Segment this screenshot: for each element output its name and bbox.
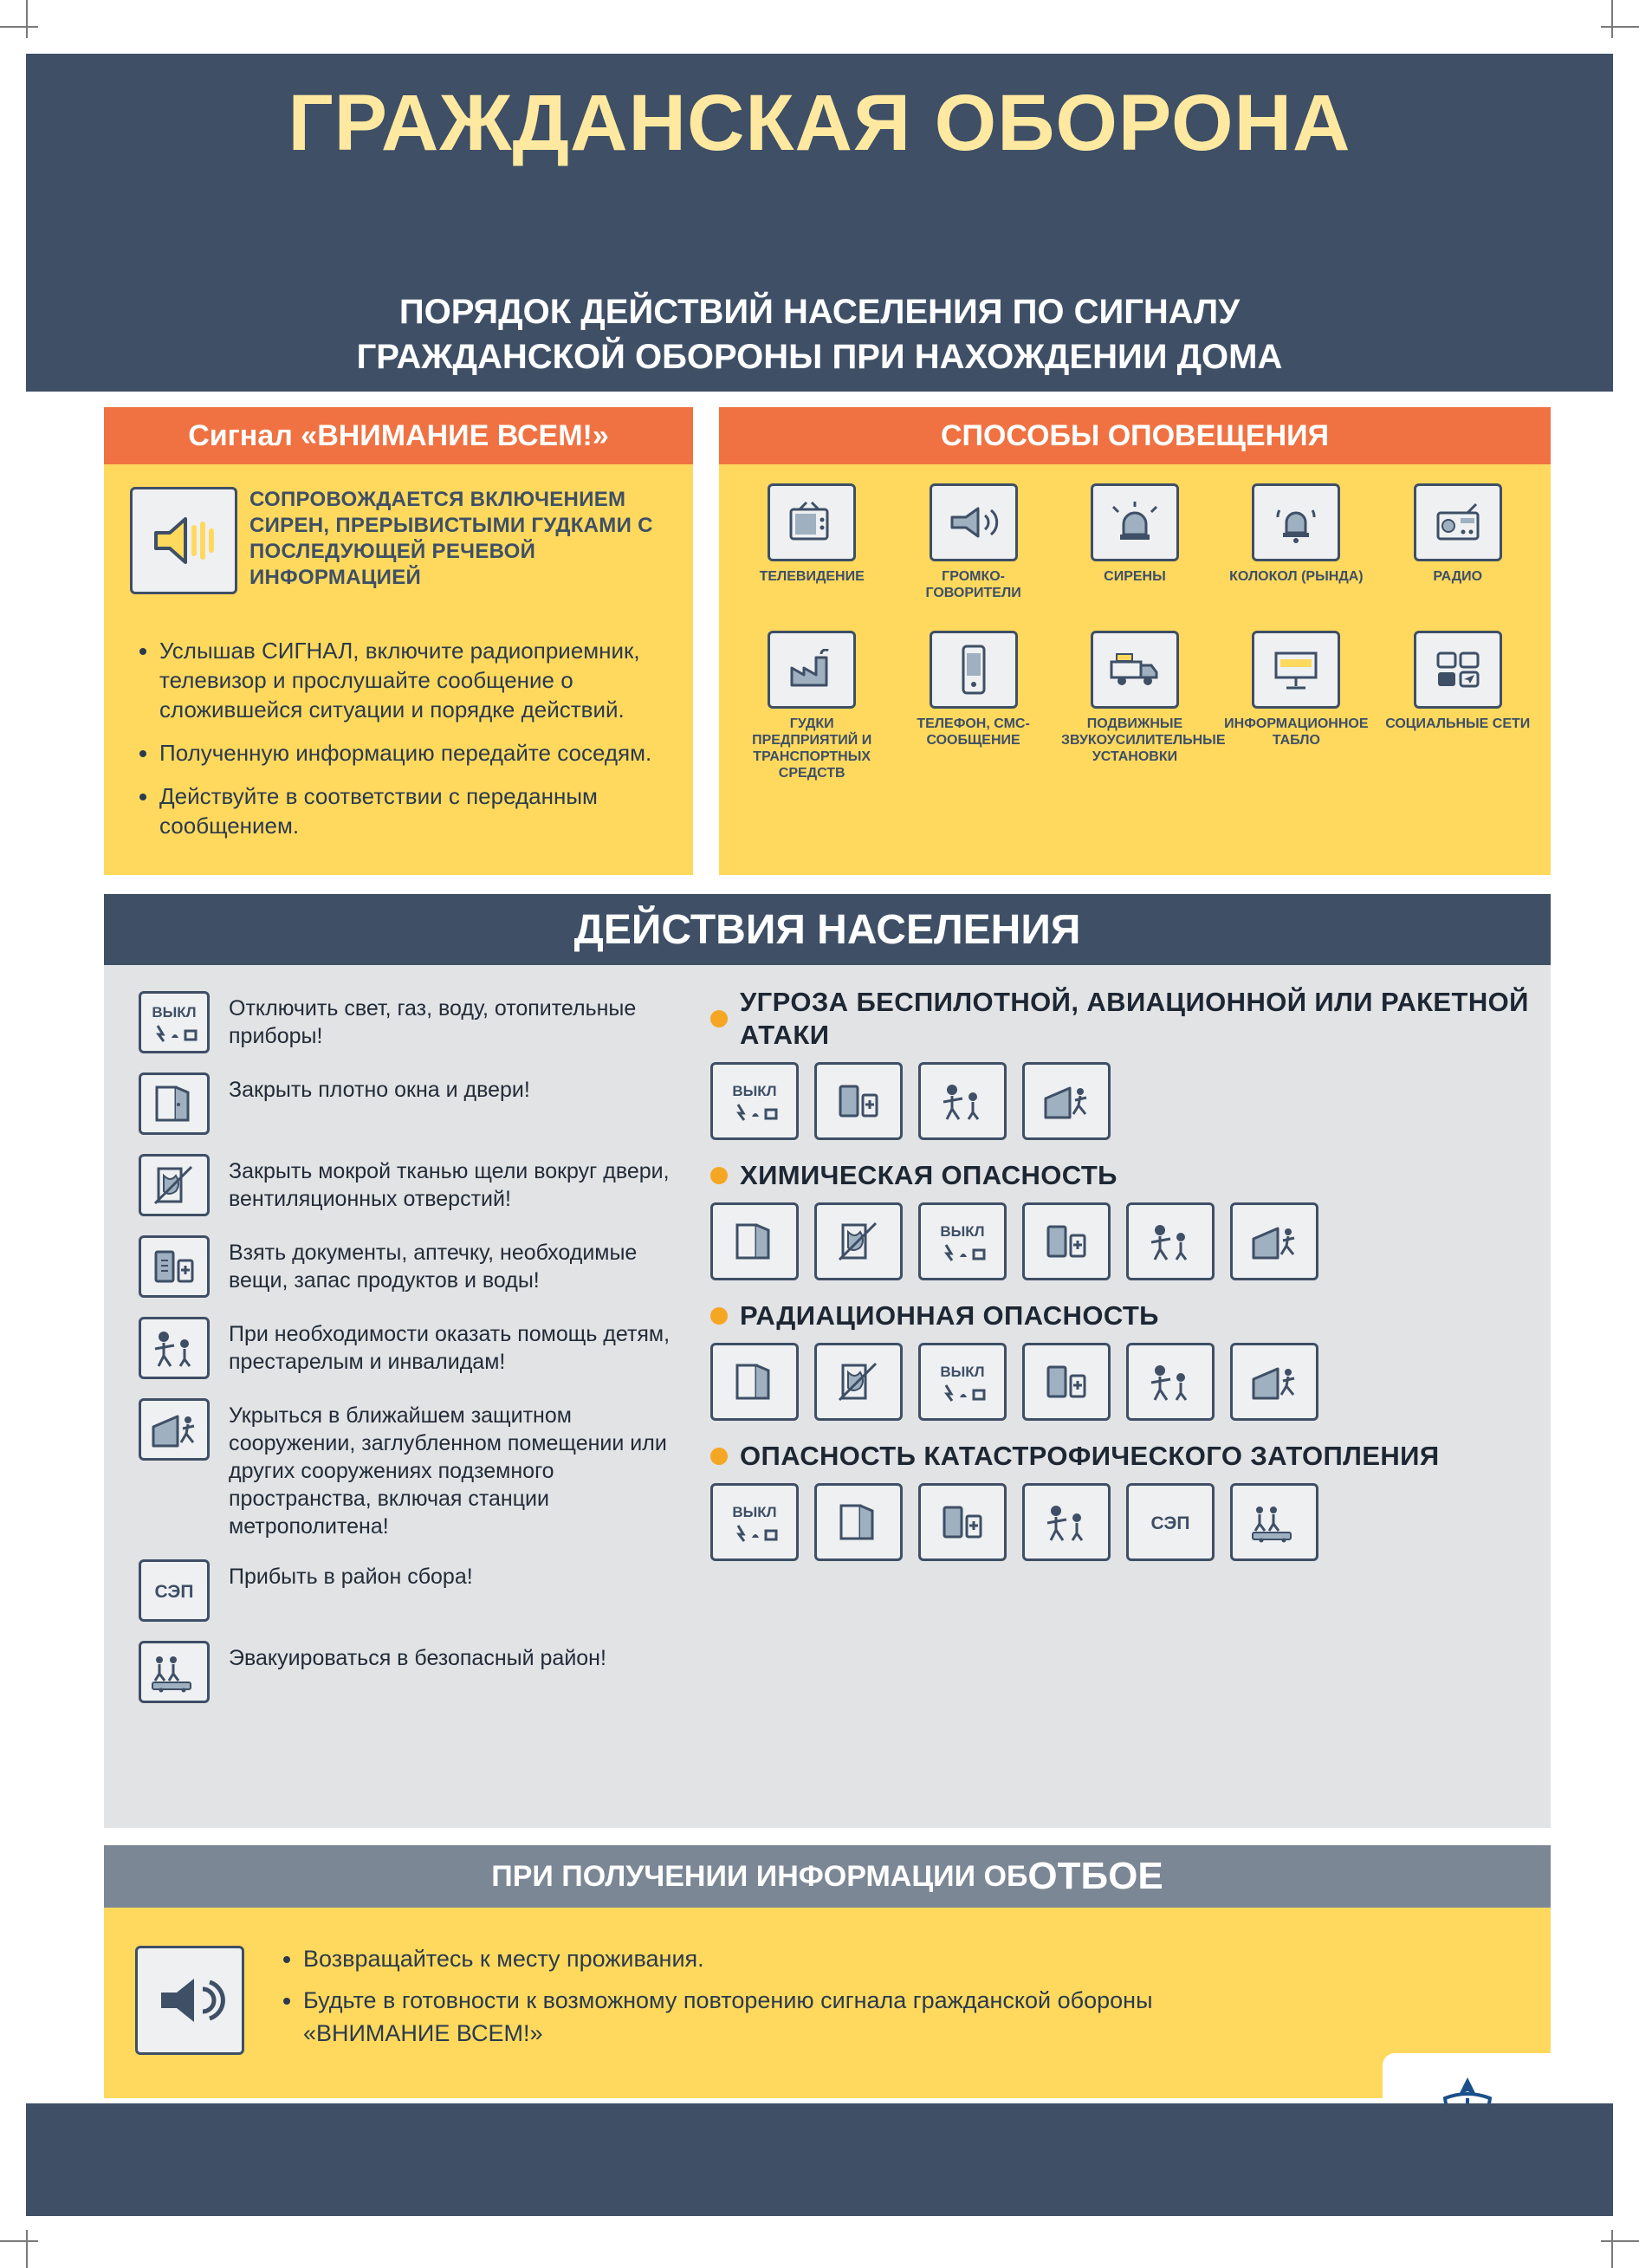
svg-text:ВЫКЛ: ВЫКЛ bbox=[940, 1364, 985, 1380]
threat-groups bbox=[710, 986, 1533, 1580]
threat-group bbox=[710, 1299, 1533, 1421]
close-windows-icon bbox=[814, 1483, 903, 1561]
threat-group-icons bbox=[710, 1343, 1533, 1421]
bullet-dot-icon bbox=[710, 1307, 728, 1325]
poster-footer bbox=[26, 2103, 1613, 2216]
threat-group-icons bbox=[710, 1202, 1533, 1280]
action-text: Взять документы, аптечку, необходимые вещи, запас продуктов и воды! bbox=[229, 1241, 638, 1293]
list-item: • Действуйте в соответствии с переданным сообщением. bbox=[159, 781, 667, 840]
svg-text:СЭП: СЭП bbox=[154, 1582, 194, 1602]
notification-methods-card bbox=[719, 407, 1551, 875]
threat-group-header bbox=[710, 986, 1533, 1052]
method-label: ТЕЛЕВИДЕНИЕ bbox=[759, 569, 865, 584]
factory-icon bbox=[768, 631, 856, 709]
power-off-icon bbox=[918, 1202, 1007, 1280]
help-people-icon bbox=[1022, 1483, 1111, 1561]
documents-kit-icon bbox=[139, 1235, 210, 1298]
list-item bbox=[139, 1072, 676, 1135]
method-label: ИНФОРМАЦИОННОЕ ТАБЛО bbox=[1224, 716, 1369, 748]
crop-mark bbox=[0, 2240, 38, 2242]
threat-group-header bbox=[710, 1299, 1533, 1332]
method-item bbox=[1222, 483, 1370, 601]
svg-text:ВЫКЛ: ВЫКЛ bbox=[152, 1004, 197, 1021]
list-item bbox=[139, 1154, 676, 1216]
documents-kit-icon bbox=[1022, 1343, 1111, 1421]
close-windows-icon bbox=[710, 1343, 799, 1421]
crop-mark bbox=[26, 2230, 28, 2268]
evacuation-icon bbox=[139, 1641, 210, 1703]
bullet-dot-icon bbox=[710, 1010, 728, 1027]
actions-section-body bbox=[104, 965, 1551, 1828]
speaker-icon bbox=[135, 1946, 244, 2055]
methods-row-1 bbox=[719, 464, 1551, 601]
crop-mark bbox=[1601, 2240, 1639, 2242]
power-off-icon bbox=[710, 1483, 799, 1561]
method-item bbox=[900, 631, 1047, 781]
action-text: Закрыть мокрой тканью щели вокруг двери, вентиляционных отверстий! bbox=[229, 1159, 670, 1211]
crop-mark bbox=[1611, 2230, 1613, 2268]
list-item bbox=[139, 991, 676, 1053]
threat-group bbox=[710, 1440, 1533, 1561]
shelter-icon bbox=[1230, 1343, 1318, 1421]
documents-kit-icon bbox=[918, 1483, 1007, 1561]
shelter-icon bbox=[1022, 1062, 1111, 1140]
evacuation-icon bbox=[1230, 1483, 1318, 1561]
method-label: ПОДВИЖНЫЕ ЗВУКОУСИЛИТЕЛЬНЫЕ УСТАНОВКИ bbox=[1060, 716, 1226, 764]
power-off-icon bbox=[710, 1062, 799, 1140]
all-clear-title-plain: ПРИ ПОЛУЧЕНИИ ИНФОРМАЦИИ ОБ bbox=[491, 1859, 1028, 1893]
method-item bbox=[738, 483, 885, 601]
subtitle-line-1: ПОРЯДОК ДЕЙСТВИЙ НАСЕЛЕНИЯ ПО СИГНАЛУ bbox=[398, 293, 1241, 331]
svg-text:СЭП: СЭП bbox=[1150, 1513, 1190, 1533]
list-item: • Возвращайтесь к месту проживания. bbox=[303, 1942, 1230, 1975]
poster-header bbox=[26, 54, 1613, 392]
radio-icon bbox=[1414, 483, 1502, 561]
svg-text:ВЫКЛ: ВЫКЛ bbox=[732, 1083, 777, 1099]
seal-gaps-icon bbox=[139, 1154, 210, 1216]
action-text: Прибыть в район сбора! bbox=[229, 1565, 473, 1589]
list-item bbox=[139, 1641, 676, 1703]
method-label: РАДИО bbox=[1433, 569, 1483, 584]
action-text: Закрыть плотно окна и двери! bbox=[229, 1078, 530, 1102]
bullet-dot-icon bbox=[710, 1448, 728, 1465]
method-item bbox=[1384, 631, 1532, 781]
method-item bbox=[738, 631, 885, 781]
action-text: Укрыться в ближайшем защитном сооружении, заглубленном помещении или других сооружениях подземного пространства, включая станции метрополитена! bbox=[229, 1403, 667, 1539]
all-clear-bullets bbox=[277, 1942, 1230, 2058]
help-people-icon bbox=[918, 1062, 1007, 1140]
documents-kit-icon bbox=[814, 1062, 903, 1140]
close-windows-icon bbox=[139, 1072, 210, 1135]
crop-mark bbox=[1601, 26, 1639, 28]
seal-gaps-icon bbox=[814, 1202, 903, 1280]
actions-list bbox=[139, 991, 676, 1722]
siren-icon bbox=[1091, 483, 1179, 561]
method-item bbox=[1222, 631, 1370, 781]
speaker-icon bbox=[130, 487, 237, 594]
method-label: СИРЕНЫ bbox=[1104, 569, 1166, 584]
threat-group-icons bbox=[710, 1062, 1533, 1140]
method-item bbox=[1060, 631, 1226, 781]
method-item bbox=[1384, 483, 1532, 601]
shelter-icon bbox=[1230, 1202, 1318, 1280]
list-item bbox=[139, 1235, 676, 1298]
sep-point-icon bbox=[1126, 1483, 1215, 1561]
list-item bbox=[139, 1317, 676, 1379]
bullet-dot-icon bbox=[710, 1167, 728, 1184]
tv-icon bbox=[768, 483, 856, 561]
action-text: Отключить свет, газ, воду, отопительные приборы! bbox=[229, 996, 637, 1048]
documents-kit-icon bbox=[1022, 1202, 1111, 1280]
crop-mark bbox=[26, 0, 28, 38]
all-clear-title bbox=[104, 1845, 1551, 1908]
method-label: ГРОМКО-ГОВОРИТЕЛИ bbox=[925, 569, 1021, 600]
signal-card bbox=[104, 407, 693, 875]
actions-section-title: ДЕЙСТВИЯ НАСЕЛЕНИЯ bbox=[104, 894, 1551, 965]
help-people-icon bbox=[1126, 1343, 1215, 1421]
crop-mark bbox=[1611, 0, 1613, 38]
help-people-icon bbox=[139, 1317, 210, 1379]
sep-point-icon bbox=[139, 1559, 210, 1622]
method-item bbox=[1061, 483, 1208, 601]
sound-van-icon bbox=[1091, 631, 1179, 709]
crop-mark bbox=[0, 26, 38, 28]
method-label: КОЛОКОЛ (РЫНДА) bbox=[1229, 569, 1364, 584]
all-clear-body bbox=[104, 1908, 1551, 2098]
signal-bullets bbox=[130, 636, 667, 854]
subtitle-line-2: ГРАЖДАНСКОЙ ОБОРОНЫ ПРИ НАХОЖДЕНИИ ДОМА bbox=[356, 338, 1283, 376]
help-people-icon bbox=[1126, 1202, 1215, 1280]
threat-group bbox=[710, 986, 1533, 1140]
signal-card-body bbox=[104, 464, 693, 875]
threat-group-header bbox=[710, 1159, 1533, 1192]
all-clear-title-strong: ОТБОЕ bbox=[1027, 1855, 1163, 1897]
shelter-icon bbox=[139, 1398, 210, 1461]
threat-group-title: РАДИАЦИОННАЯ ОПАСНОСТЬ bbox=[740, 1300, 1159, 1331]
list-item bbox=[139, 1559, 676, 1622]
notification-methods-body bbox=[719, 464, 1551, 875]
action-text: При необходимости оказать помощь детям, престарелым и инвалидам! bbox=[229, 1322, 670, 1374]
threat-group-title: ОПАСНОСТЬ КАТАСТРОФИЧЕСКОГО ЗАТОПЛЕНИЯ bbox=[740, 1441, 1440, 1471]
method-label: СОЦИАЛЬНЫЕ СЕТИ bbox=[1385, 716, 1531, 731]
close-windows-icon bbox=[710, 1202, 799, 1280]
action-text: Эвакуироваться в безопасный район! bbox=[229, 1646, 606, 1670]
list-item bbox=[139, 1398, 676, 1540]
threat-group bbox=[710, 1159, 1533, 1280]
power-off-icon bbox=[139, 991, 210, 1053]
method-label: ГУДКИ ПРЕДПРИЯТИЙ И ТРАНСПОРТНЫХ СРЕДСТВ bbox=[752, 716, 872, 781]
threat-group-icons bbox=[710, 1483, 1533, 1561]
list-item: • Будьте в готовности к возможному повторению сигнала гражданской обороны «ВНИМАНИЕ ВСЕМ!» bbox=[303, 1984, 1230, 2050]
page-subtitle bbox=[104, 289, 1535, 379]
threat-group-title: УГРОЗА БЕСПИЛОТНОЙ, АВИАЦИОННОЙ ИЛИ РАКЕТНОЙ АТАКИ bbox=[740, 987, 1529, 1050]
bell-icon bbox=[1252, 483, 1340, 561]
info-board-icon bbox=[1252, 631, 1340, 709]
threat-group-title: ХИМИЧЕСКАЯ ОПАСНОСТЬ bbox=[740, 1160, 1118, 1190]
seal-gaps-icon bbox=[814, 1343, 903, 1421]
list-item: • Услышав СИГНАЛ, включите радиоприемник, телевизор и прослушайте сообщение о сложившейся ситуации и порядке действий. bbox=[159, 636, 667, 724]
svg-text:ВЫКЛ: ВЫКЛ bbox=[732, 1504, 777, 1520]
method-label: ТЕЛЕФОН, СМС-СООБЩЕНИЕ bbox=[917, 716, 1030, 748]
social-networks-icon bbox=[1414, 631, 1502, 709]
signal-card-title: Сигнал «ВНИМАНИЕ ВСЕМ!» bbox=[104, 407, 693, 464]
loudspeaker-icon bbox=[930, 483, 1018, 561]
power-off-icon bbox=[918, 1343, 1007, 1421]
page-title: ГРАЖДАНСКАЯ ОБОРОНА bbox=[288, 79, 1351, 167]
mobile-phone-icon bbox=[930, 631, 1018, 709]
threat-group-header bbox=[710, 1440, 1533, 1473]
notification-methods-title: СПОСОБЫ ОПОВЕЩЕНИЯ bbox=[719, 407, 1551, 464]
methods-row-2 bbox=[719, 601, 1551, 781]
signal-note: СОПРОВОЖДАЕТСЯ ВКЛЮЧЕНИЕМ СИРЕН, ПРЕРЫВИСТЫМИ ГУДКАМИ С ПОСЛЕДУЮЩЕЙ РЕЧЕВОЙ ИНФОРМАЦИЕЙ bbox=[249, 488, 653, 589]
list-item: • Полученную информацию передайте соседям. bbox=[159, 738, 667, 768]
method-item bbox=[900, 483, 1047, 601]
svg-text:ВЫКЛ: ВЫКЛ bbox=[940, 1223, 985, 1240]
